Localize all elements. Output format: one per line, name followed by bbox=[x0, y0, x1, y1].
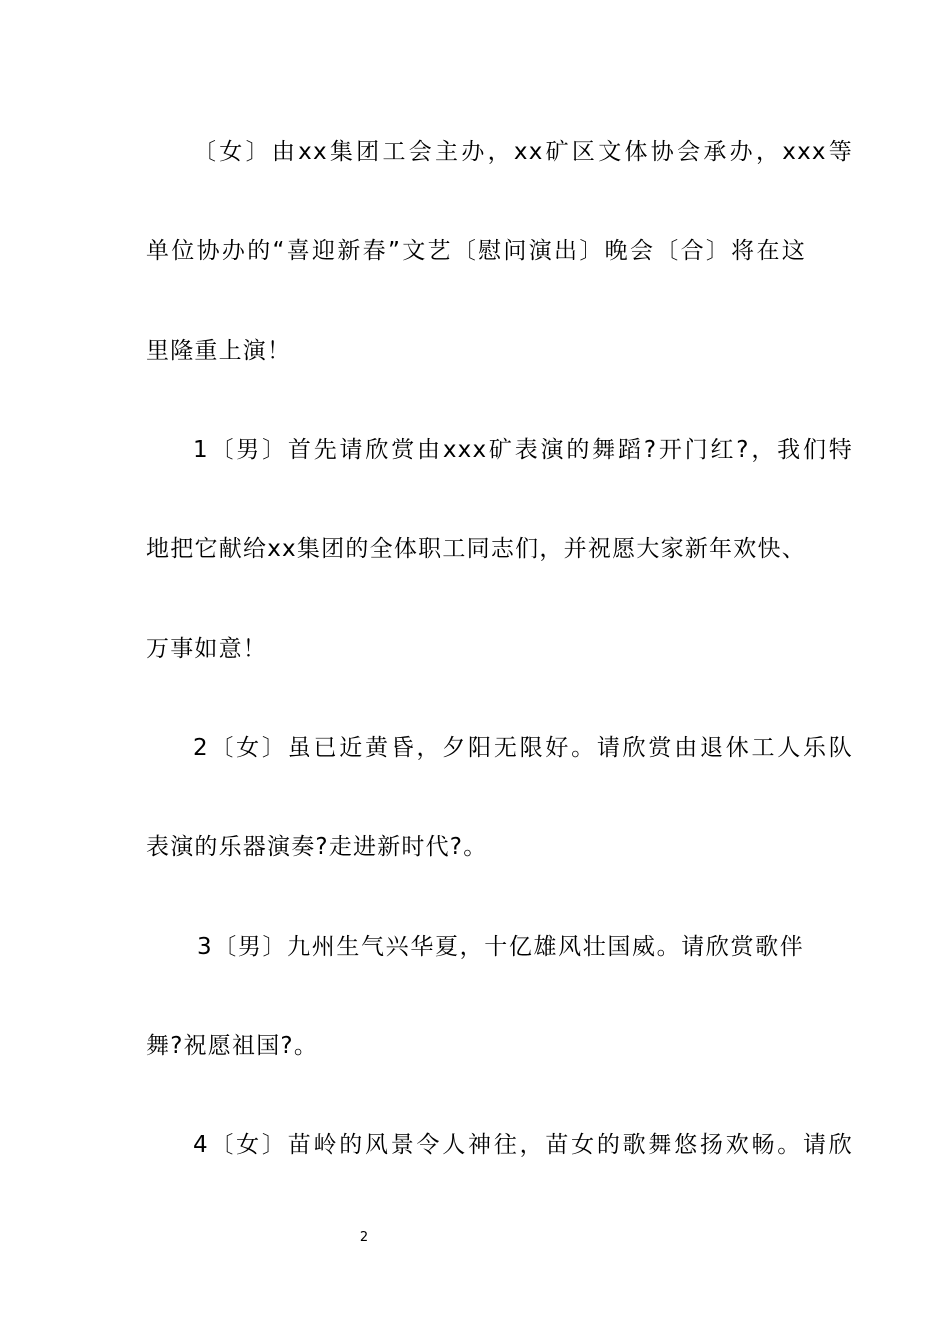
paragraph-line: 3〔男〕九州生气兴华夏，十亿雄风壮国威。请欣赏歌伴 bbox=[197, 934, 804, 960]
paragraph-line: 舞?祝愿祖国?。 bbox=[146, 1033, 319, 1059]
paragraph-line: 地把它献给xx集团的全体职工同志们，并祝愿大家新年欢快、 bbox=[146, 536, 806, 562]
paragraph-line: 4〔女〕苗岭的风景令人神往，苗女的歌舞悠扬欢畅。请欣 bbox=[193, 1132, 853, 1158]
paragraph-line: 万事如意！ bbox=[146, 636, 267, 662]
paragraph-line: 2〔女〕虽已近黄昏，夕阳无限好。请欣赏由退休工人乐队 bbox=[193, 735, 853, 761]
paragraph-line: 1〔男〕首先请欣赏由xxx矿表演的舞蹈?开门红?，我们特 bbox=[193, 437, 853, 463]
paragraph-line: 〔女〕由xx集团工会主办，xx矿区文体协会承办，xxx等 bbox=[193, 139, 853, 165]
paragraph-line: 里隆重上演！ bbox=[146, 338, 292, 364]
page-number: 2 bbox=[359, 1230, 369, 1245]
paragraph-line: 单位协办的“喜迎新春”文艺〔慰问演出〕晚会〔合〕将在这 bbox=[146, 238, 806, 264]
paragraph-line: 表演的乐器演奏?走进新时代?。 bbox=[146, 834, 488, 860]
